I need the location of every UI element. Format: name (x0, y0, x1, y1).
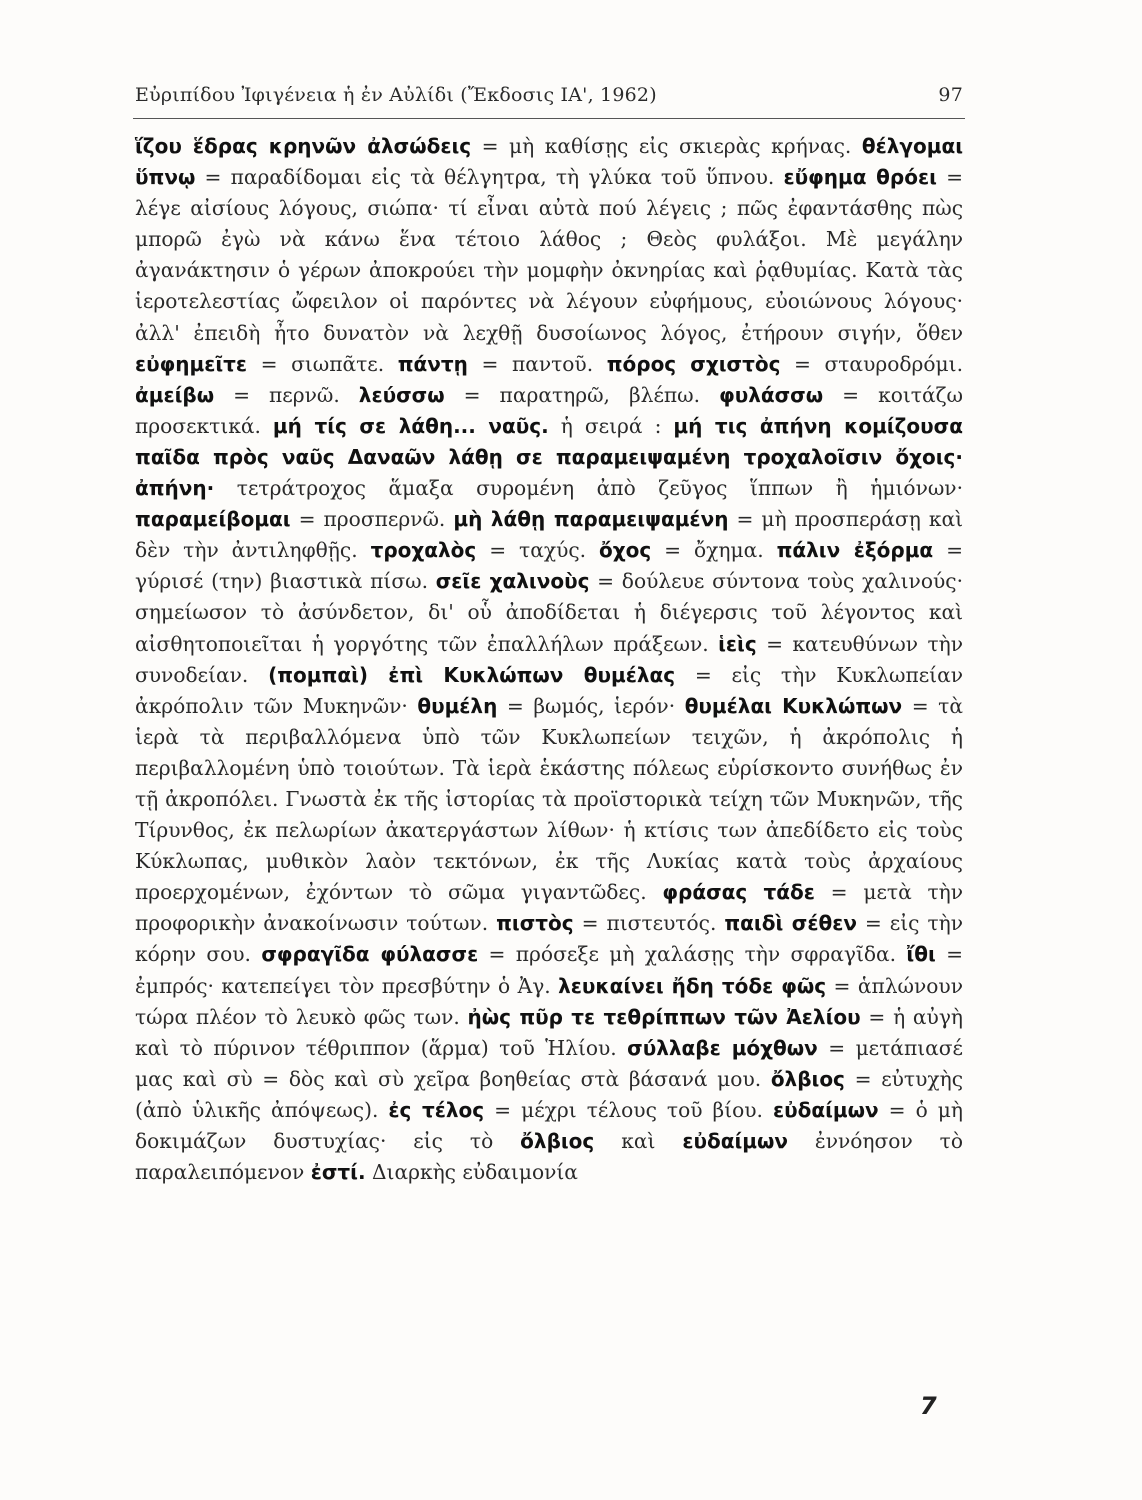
gloss-lemma: εὐδαίμων (772, 1097, 879, 1122)
gloss-lemma: ἱεὶς (718, 631, 757, 656)
gloss-explanation: = προσπερνῶ. (290, 507, 454, 532)
gloss-lemma: φυλάσσω (719, 382, 824, 407)
gloss-explanation: = κατευθύνων τὴν συνοδείαν. (135, 631, 963, 687)
gloss-explanation: = λέγε αἰσίους λόγους, σιώπα· τί εἶναι αὐτὰ πού λέγεις ; πῶς ἐφαντάσθης πὼς μπορῶ ἐγὼ νὰ κάνω ἕνα τέτοιο λάθος ; Θεὸς φυλάξοι. Μὲ μεγάλην ἀγανάκτησιν ὁ γέρων ἀποκρούει τὴν μομφὴν ὀκνηρίας καὶ ῥᾳθυμίας. Κατὰ τὰς ἱεροτελεστίας ὤφειλον οἱ παρόντες νὰ λέγουν εὐφήμους, εὐοιώνους λόγους· ἀλλ' ἐπειδὴ ἦτο δυνατὸν νὰ λεχθῇ δυσοίωνος λόγος, ἐτήρουν σιγήν, ὅθεν (135, 165, 963, 345)
gloss-explanation: = ὁ μὴ δοκιμάζων δυστυχίας· εἰς τὸ (135, 1097, 963, 1153)
gloss-explanation: = δούλευε σύντονα τοὺς χαλινούς· σημείωσον τὸ ἀσύνδετον, δι' οὗ ἀποδίδεται ἡ διέγερσις τοῦ λέγοντος καὶ αἰσθητοποιεῖται ἡ γοργότης τῶν ἐπαλλήλων πράξεων. (135, 569, 963, 656)
running-title: Εὐριπίδου Ἰφιγένεια ἡ ἐν Αὐλίδι (Ἔκδοσις ΙΑ', 1962) (135, 84, 657, 106)
gloss-lemma: ἐς τέλος (388, 1097, 485, 1122)
commentary-text (135, 131, 963, 1188)
gloss-explanation: ἡ σειρά : (548, 413, 674, 438)
gloss-lemma: παραμείβομαι (135, 507, 291, 532)
gloss-lemma: παιδὶ σέθεν (724, 911, 857, 936)
gloss-explanation: = παντοῦ. (467, 351, 607, 376)
gloss-explanation: = κοιτάζω προσεκτικά. (135, 382, 963, 438)
gloss-explanation: = εὐτυχὴς (ἀπὸ ὑλικῆς ἀπόψεως). (135, 1066, 963, 1122)
gloss-explanation: = μὴ καθίσῃς εἰς σκιερὰς κρήνας. (471, 134, 862, 158)
gloss-explanation: = παρατηρῶ, βλέπω. (444, 382, 720, 407)
gloss-explanation: = εἰς τὴν κόρην σου. (135, 911, 963, 967)
gloss-explanation: = περνῶ. (214, 382, 359, 407)
gloss-lemma: σφραγῖδα φύλασσε (261, 942, 479, 967)
page-number: 97 (938, 84, 963, 106)
gloss-explanation: = μετὰ τὴν προφορικὴν ἀνακοίνωσιν τούτων. (135, 880, 963, 936)
gloss-explanation: = ἐμπρός· κατεπείγει τὸν πρεσβύτην ὁ Ἀγ. (135, 942, 964, 998)
gloss-explanation: = σιωπᾶτε. (247, 351, 398, 376)
gloss-explanation: = εἰς τὴν Κυκλωπείαν ἀκρόπολιν τῶν Μυκηνῶν· (135, 662, 963, 718)
gloss-explanation: = παραδίδομαι εἰς τὰ θέλγητρα, τὴ γλύκα τοῦ ὕπνου. (195, 165, 784, 190)
gloss-lemma: πιστὸς (496, 911, 574, 936)
gloss-explanation: τετράτροχος ἅμαξα συρομένη ἀπὸ ζεῦγος ἵππων ἢ ἡμιόνων· (214, 476, 963, 501)
gloss-lemma: (πομπαὶ) ἐπὶ Κυκλώπων θυμέλας (268, 662, 676, 687)
gloss-lemma: σύλλαβε μόχθων (627, 1035, 818, 1060)
gloss-explanation: Διαρκὴς εὐδαιμονία (365, 1160, 578, 1185)
gloss-lemma: εὐφημεῖτε (135, 351, 248, 376)
gloss-lemma: θυμέλαι Κυκλώπων (684, 693, 903, 718)
gloss-explanation: = τὰ ἱερὰ τὰ περιβαλλόμενα ὑπὸ τῶν Κυκλωπείων τειχῶν, ἡ ἀκρόπολις ἡ περιβαλλομένη ὑπὸ τοιούτων. Τὰ ἱερὰ ἑκάστης πόλεως εὑρίσκοντο συνήθως ἐν τῇ ἀκροπόλει. Γνωστὰ ἐκ τῆς ἱστορίας τὰ προϊστορικὰ τείχη τῶν Μυκηνῶν, τῆς Τίρυνθος, ἐκ πελωρίων ἀκατεργάστων λίθων· ἡ κτίσις των ἀπεδίδετο εἰς τοὺς Κύκλωπας, μυθικὸν λαὸν τεκτόνων, ἐκ τῆς Λυκίας κατὰ τοὺς ἀρχαίους προερχομένων, ἐχόντων τὸ σῶμα γιγαντῶδες. (135, 693, 963, 905)
gloss-lemma: θέλγομαι ὕπνῳ (135, 134, 963, 190)
gloss-explanation: καὶ (594, 1129, 683, 1153)
gloss-explanation: = πιστευτός. (573, 911, 725, 936)
gloss-lemma: ὄλβιος (520, 1129, 595, 1153)
gloss-explanation: ἐννόησον τὸ παραλειπόμενον (135, 1129, 963, 1185)
gloss-explanation: = γύρισέ (την) βιαστικὰ πίσω. (135, 538, 964, 594)
gloss-explanation: = βωμός, ἱερόν· (497, 693, 685, 718)
signature-mark: 7 (920, 1392, 937, 1420)
gloss-explanation: = μὴ προσπεράσῃ καὶ δὲν τὴν ἀντιληφθῇς. (135, 507, 963, 563)
gloss-lemma: λευκαίνει ἤδη τόδε φῶς (558, 973, 827, 998)
header-rule (133, 118, 965, 119)
gloss-explanation: = ἁπλώνουν τώρα πλέον τὸ λευκὸ φῶς των. (135, 973, 963, 1029)
gloss-lemma: πάντῃ (397, 351, 468, 376)
gloss-explanation: = ὄχημα. (651, 538, 777, 563)
gloss-lemma: λεύσσω (358, 382, 445, 407)
gloss-lemma: ὄχος (599, 538, 652, 563)
gloss-explanation: = σταυροδρόμι. (780, 351, 963, 376)
gloss-lemma: εὐδαίμων (682, 1129, 788, 1153)
gloss-lemma: ἐστί. (310, 1160, 366, 1185)
gloss-explanation: = πρόσεξε μὴ χαλάσῃς τὴν σφραγῖδα. (478, 942, 907, 967)
gloss-lemma: ὄλβιος (770, 1066, 845, 1091)
gloss-lemma: ἵζου ἕδρας κρηνῶν ἀλσώδεις (135, 134, 472, 158)
gloss-lemma: θυμέλη (417, 693, 498, 718)
gloss-explanation: = μετάπιασέ μας καὶ σὺ = δὸς καὶ σὺ χεῖρα βοηθείας στὰ βάσανά μου. (135, 1035, 963, 1091)
gloss-lemma: φράσας τάδε (662, 880, 815, 905)
gloss-lemma: πόρος σχιστὸς (606, 351, 781, 376)
gloss-lemma: εὔφημα θρόει (783, 165, 937, 190)
gloss-lemma: μή τίς σε λάθη... ναῦς. (272, 413, 549, 438)
gloss-lemma: σεῖε χαλινοὺς (435, 569, 590, 594)
gloss-explanation: = μέχρι τέλους τοῦ βίου. (484, 1097, 773, 1122)
gloss-lemma: ἴθι (906, 942, 936, 967)
gloss-lemma: ἠὼς πῦρ τε τεθρίππων τῶν Ἀελίου (467, 1004, 861, 1029)
gloss-lemma: μὴ λάθῃ παραμειψαμένη (453, 507, 729, 532)
gloss-lemma: πάλιν ἐξόρμα (776, 538, 934, 563)
gloss-explanation: = ταχύς. (476, 538, 599, 563)
gloss-lemma: ἀμείβω (135, 382, 215, 407)
gloss-lemma: τροχαλὸς (370, 538, 477, 563)
running-header (135, 84, 963, 106)
gloss-lemma: μή τις ἀπήνη κομίζουσα παῖδα πρὸς ναῦς Δαναῶν λάθῃ σε παραμειψαμένη τροχαλοῖσιν ὄχοις· ἀπήνη· (135, 413, 963, 501)
gloss-explanation: = ἡ αὐγὴ καὶ τὸ πύρινον τέθριππον (ἅρμα) τοῦ Ἡλίου. (135, 1004, 963, 1060)
